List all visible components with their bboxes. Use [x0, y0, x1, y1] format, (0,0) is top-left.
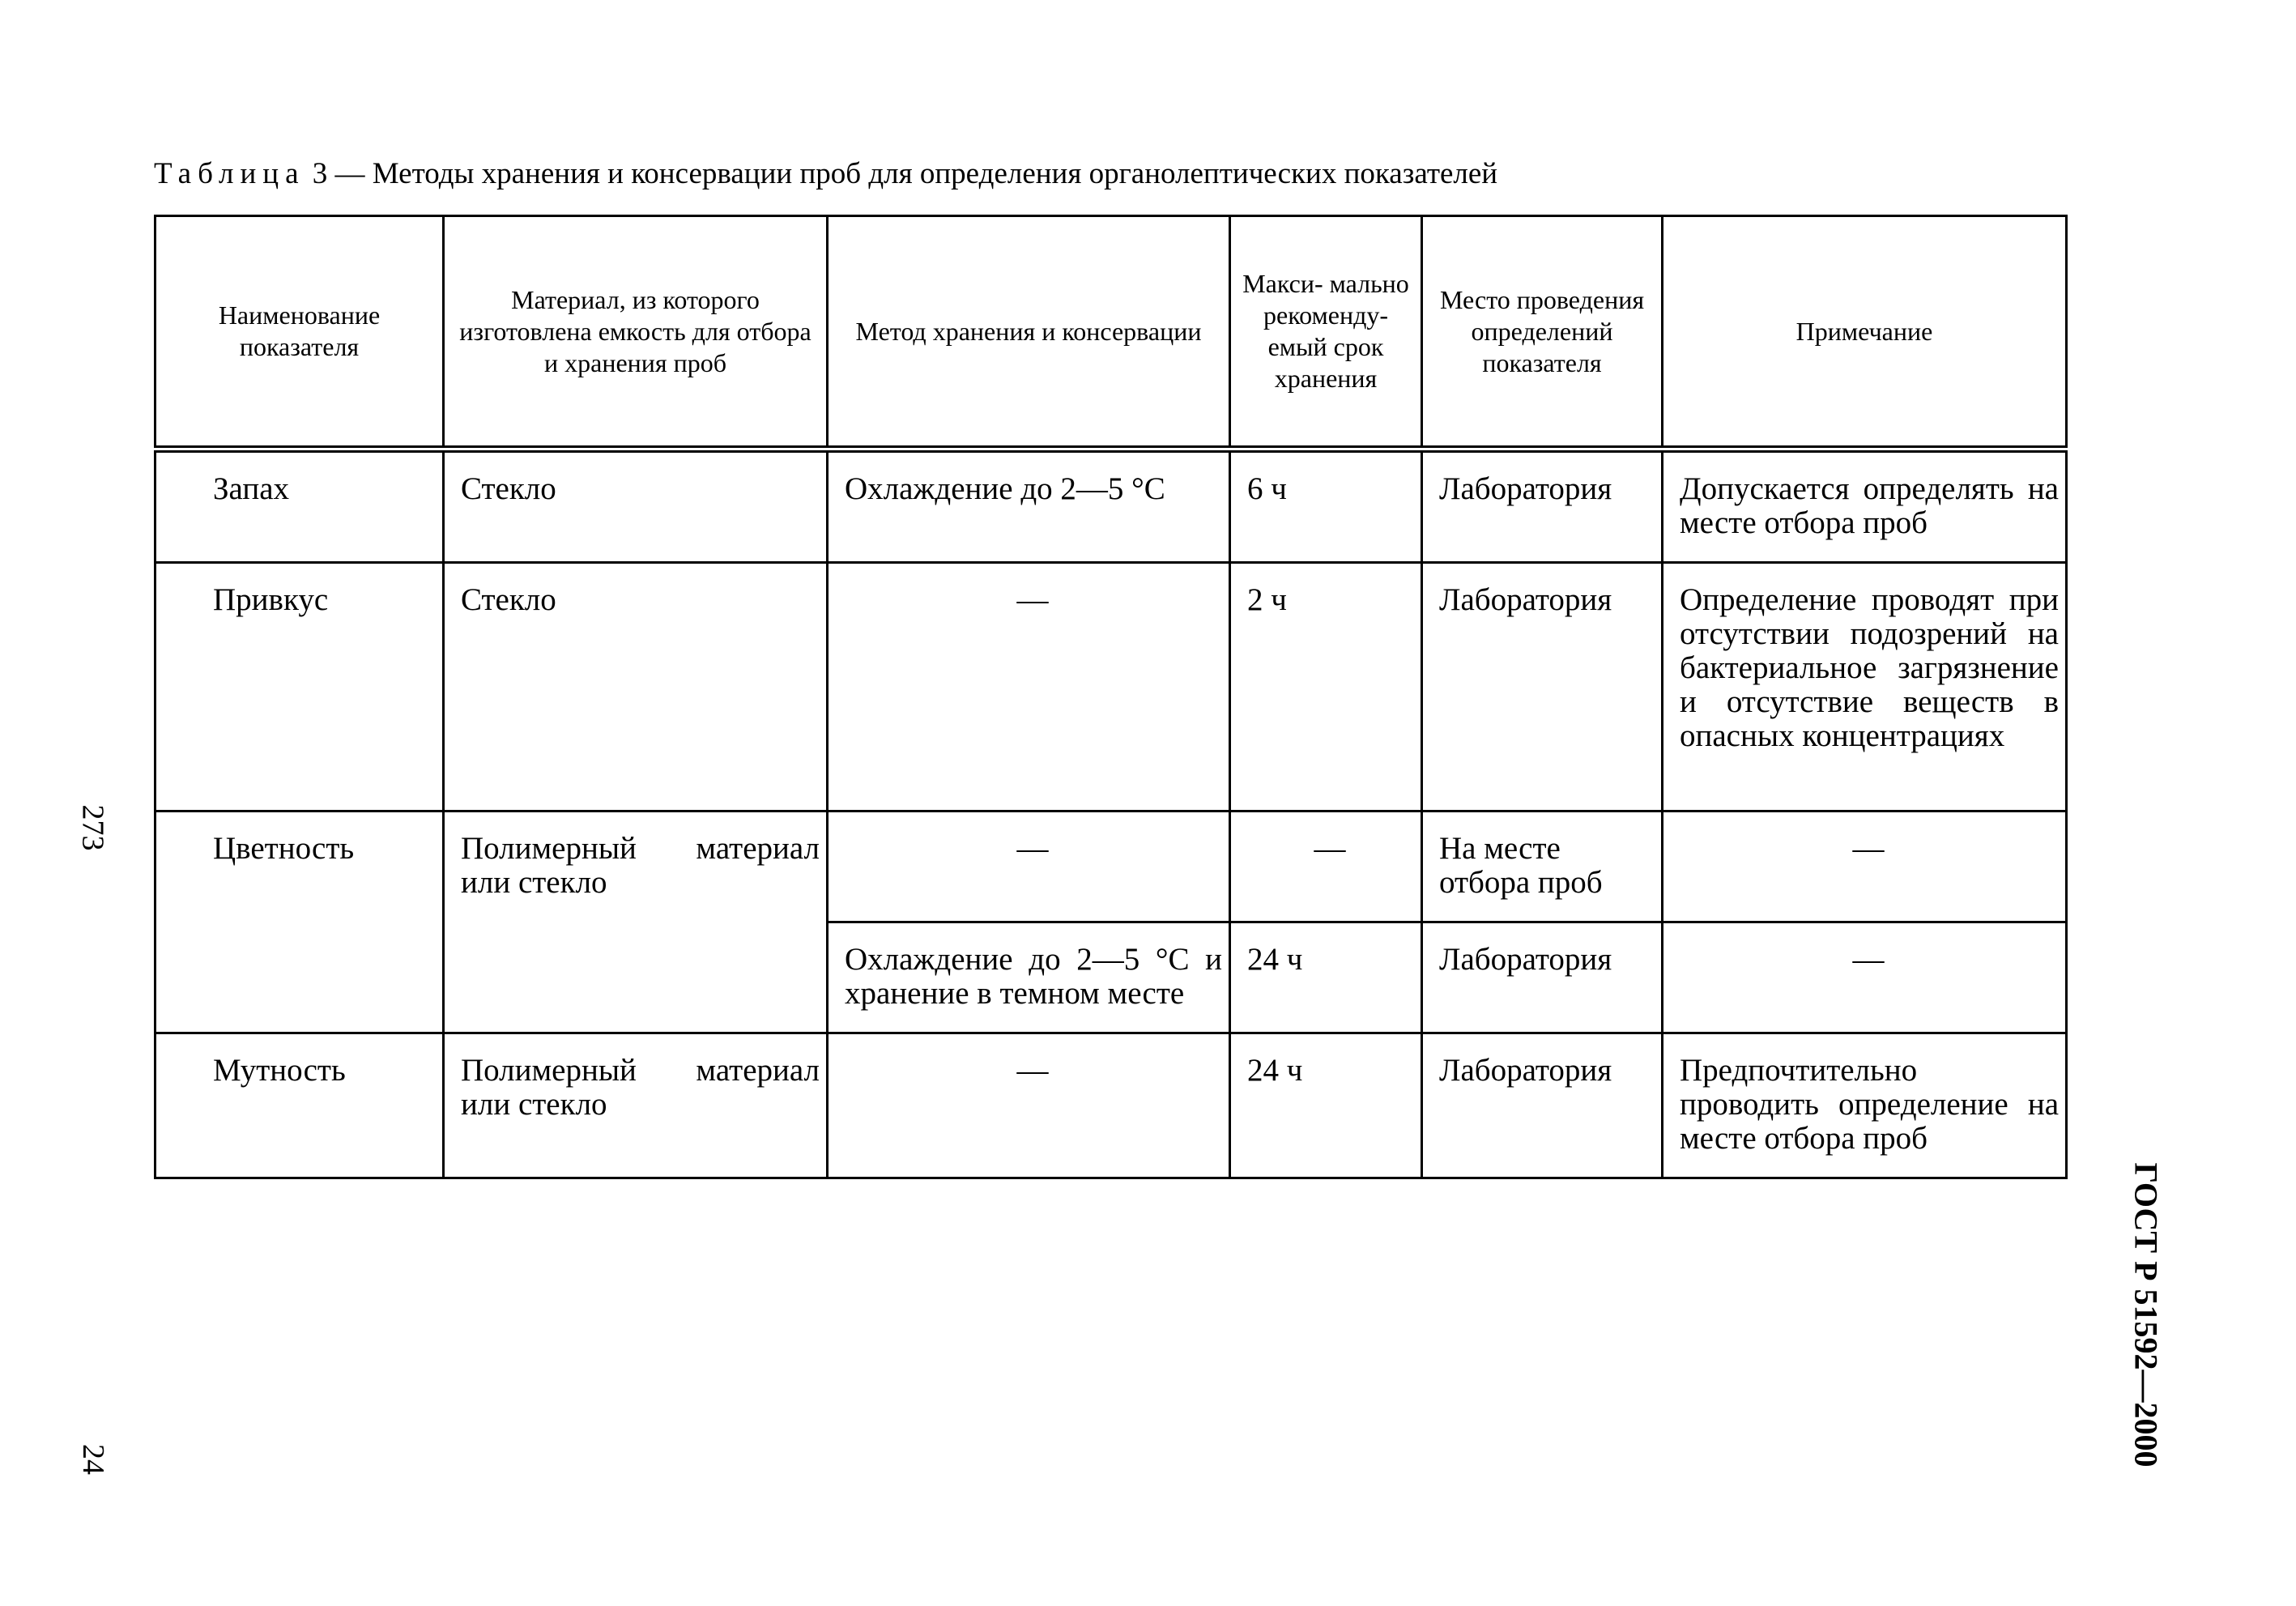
cell-material: Полимерный материал или стекло — [444, 1033, 828, 1178]
cell-note: Предпочтительно проводить определение на месте отбора проб — [1663, 1033, 2067, 1178]
cell-indicator-name: Запах — [155, 449, 444, 563]
header-container-material: Материал, из которого изготовлена емкость для отбора и хранения проб — [444, 216, 828, 449]
cell-material: Полимерный материал или стекло — [444, 812, 828, 1033]
cell-term: 24 ч — [1230, 1033, 1422, 1178]
header-indicator-name: Наименование показателя — [155, 216, 444, 449]
cell-indicator-name: Мутность — [155, 1033, 444, 1178]
table-caption-text: 3 — Методы хранения и консервации проб для определения органолептических показателей — [305, 157, 1498, 190]
cell-place: Лаборатория — [1422, 449, 1663, 563]
cell-term: 24 ч — [1230, 922, 1422, 1033]
cell-note: Допускается определять на месте отбора проб — [1663, 449, 2067, 563]
cell-material: Стекло — [444, 563, 828, 812]
table-caption — [154, 155, 1497, 193]
cell-place: Лаборатория — [1422, 1033, 1663, 1178]
table-row — [155, 1033, 2067, 1178]
cell-term: 6 ч — [1230, 449, 1422, 563]
cell-indicator-name: Цветность — [155, 812, 444, 1033]
table-row — [155, 563, 2067, 812]
header-note: Примечание — [1663, 216, 2067, 449]
cell-method: Охлаждение до 2—5 °С — [828, 449, 1230, 563]
cell-place: На месте отбора проб — [1422, 812, 1663, 922]
storage-methods-table — [154, 215, 2068, 1179]
cell-note: — — [1663, 922, 2067, 1033]
standard-designation: ГОСТ Р 51592—2000 — [2128, 1162, 2165, 1468]
page-number-top: 273 — [75, 804, 110, 851]
cell-note: — — [1663, 812, 2067, 922]
header-max-storage-term: Макси- мально рекоменду- емый срок хранения — [1230, 216, 1422, 449]
cell-term: — — [1230, 812, 1422, 922]
cell-method: — — [828, 812, 1230, 922]
cell-place: Лаборатория — [1422, 563, 1663, 812]
cell-method: — — [828, 563, 1230, 812]
cell-note: Определение проводят при отсутствии подозрений на бактериальное загрязнение и отсутствие веществ в опасных концентрациях — [1663, 563, 2067, 812]
table-row — [155, 449, 2067, 563]
table-caption-label: Таблица — [154, 157, 305, 190]
cell-method: Охлаждение до 2—5 °С и хранение в темном месте — [828, 922, 1230, 1033]
header-storage-method: Метод хранения и консервации — [828, 216, 1230, 449]
cell-material: Стекло — [444, 449, 828, 563]
page-number-bottom: 24 — [76, 1444, 110, 1475]
cell-term: 2 ч — [1230, 563, 1422, 812]
table-row — [155, 812, 2067, 922]
cell-method: — — [828, 1033, 1230, 1178]
cell-place: Лаборатория — [1422, 922, 1663, 1033]
header-determination-place: Место проведения определений показателя — [1422, 216, 1663, 449]
header-row — [155, 216, 2067, 449]
cell-indicator-name: Привкус — [155, 563, 444, 812]
